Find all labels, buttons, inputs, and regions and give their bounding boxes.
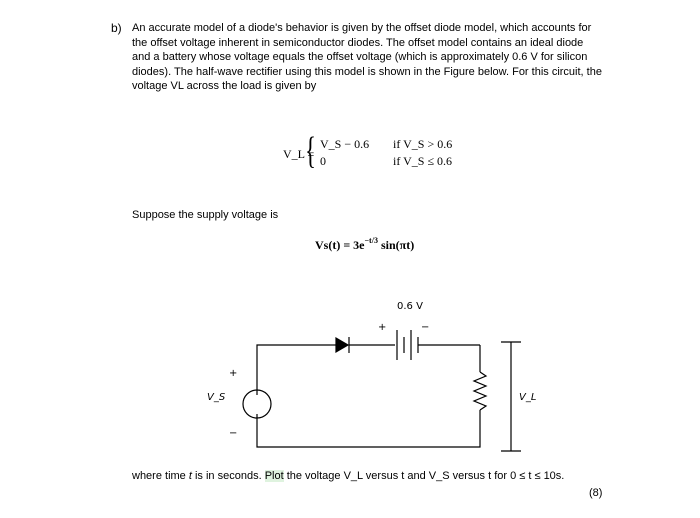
equation-lhs: V_L = xyxy=(283,147,315,161)
instruction-text xyxy=(132,470,564,482)
where-highlight: Plot xyxy=(264,470,284,482)
eq2-lhs: Vs(t) = 3e xyxy=(315,238,365,252)
where-prefix: where time xyxy=(132,470,189,482)
where-var: t xyxy=(188,470,192,482)
eq2-exponent: −t/3 xyxy=(364,236,378,245)
source-plus: + xyxy=(229,368,238,379)
top-wire-left xyxy=(257,345,330,395)
case2-expression: 0 xyxy=(320,154,326,168)
left-brace: { xyxy=(305,130,316,172)
bottom-wire xyxy=(257,410,480,447)
case1-expression: V_S − 0.6 xyxy=(320,137,370,151)
part-label: b) xyxy=(111,21,122,35)
intro-paragraph: An accurate model of a diode's behavior is given by the offset diode model, which accounts for the offset voltage inherent in semiconductor diodes. The offset model contains an ideal diode and a battery whose voltage equals the offset voltage (which is approximately 0.6 V for silicon diodes). The half-wave rectifier using this model is shown in the Figure below. For this circuit, the voltage VL across the load is given by xyxy=(132,22,602,92)
case2-condition: if V_S ≤ 0.6 xyxy=(393,154,453,168)
battery-label: 0.6 V xyxy=(397,301,423,312)
marks-label: (8) xyxy=(589,487,603,499)
where-mid: is in seconds. xyxy=(191,470,265,482)
suppose-text: Suppose the supply voltage is xyxy=(132,209,279,221)
load-resistor xyxy=(474,372,486,410)
source-minus: − xyxy=(229,428,238,439)
diode-symbol xyxy=(330,337,395,353)
eq2-rhs: sin(πt) xyxy=(377,238,415,252)
battery-minus: − xyxy=(421,322,430,333)
battery-plus: + xyxy=(378,322,387,333)
source-label: V_S xyxy=(207,392,226,403)
battery-symbol xyxy=(397,330,480,360)
load-voltage-label: V_L xyxy=(519,392,537,403)
where-rest: the voltage V_L versus t and V_S versus t for 0 ≤ t ≤ 10s. xyxy=(283,470,565,482)
case1-condition: if V_S > 0.6 xyxy=(393,137,453,151)
